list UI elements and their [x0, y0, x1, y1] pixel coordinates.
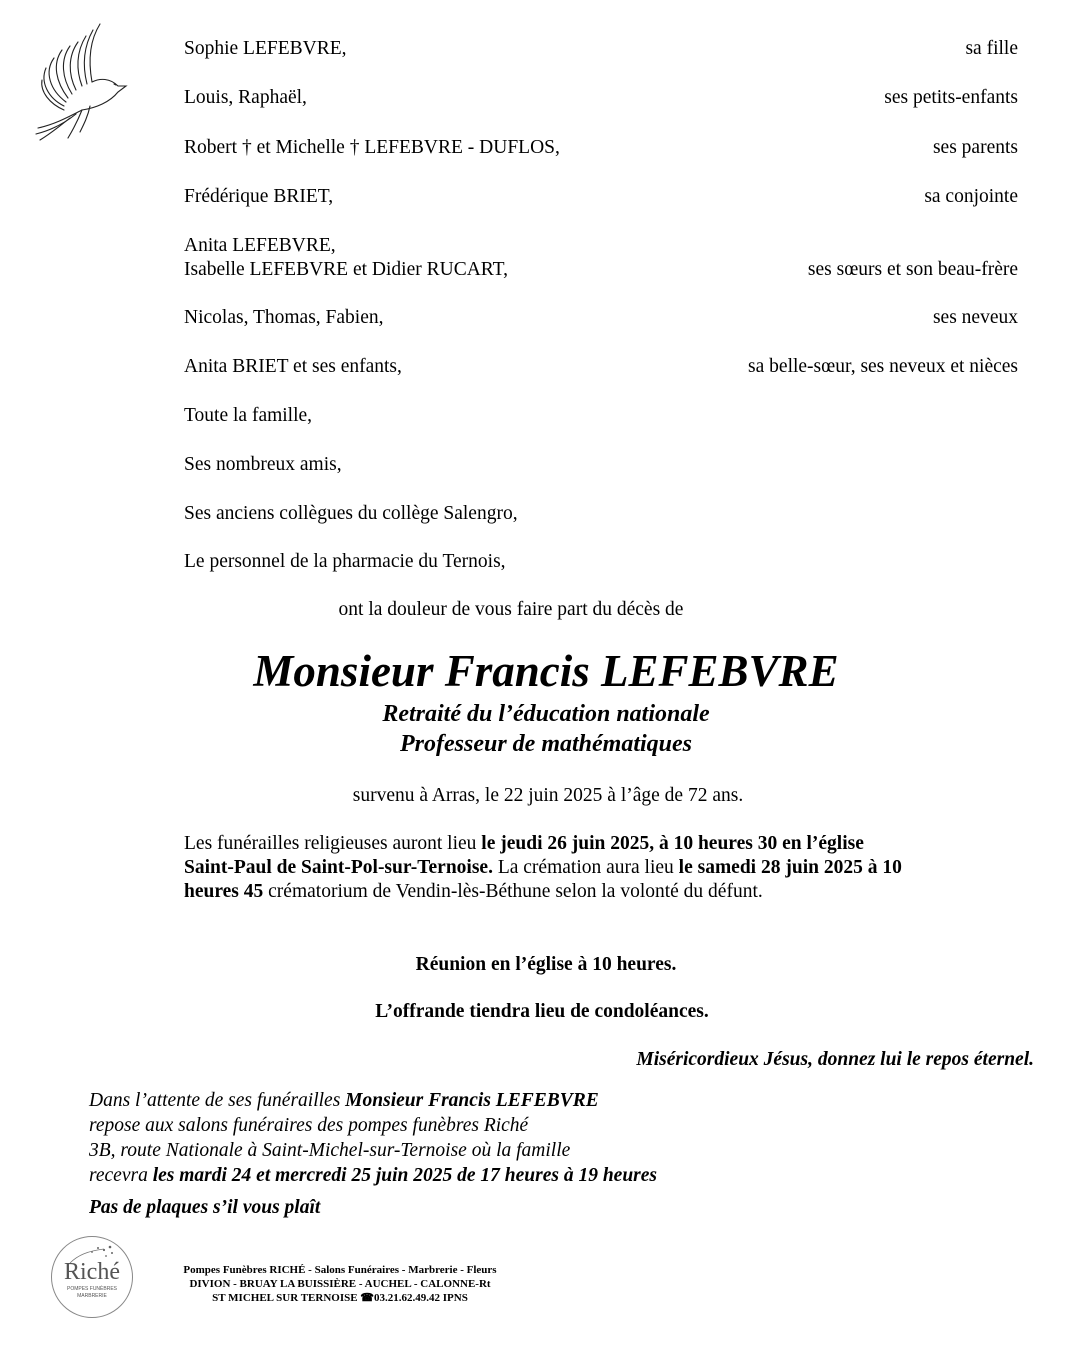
family-name: Robert † et Michelle † LEFEBVRE - DUFLOS, — [184, 137, 560, 158]
family-name: Frédérique BRIET, — [184, 186, 334, 207]
waiting-notice — [89, 1088, 849, 1188]
waiting-text: 3B, route Nationale à Saint-Michel-sur-Ternoise où la famille — [89, 1140, 571, 1161]
family-name: Sophie LEFEBVRE, — [184, 38, 347, 59]
funeral-text: La crémation aura lieu — [492, 857, 679, 878]
offrande-line: L’offrande tiendra lieu de condoléances. — [375, 1001, 709, 1022]
family-relation: ses sœurs et son beau-frère — [807, 259, 1018, 280]
family-relation: sa conjointe — [924, 186, 1018, 207]
family-name: Anita BRIET et ses enfants, — [184, 356, 402, 377]
reunion-line: Réunion en l’église à 10 heures. — [415, 954, 677, 975]
family-relation: ses parents — [932, 137, 1018, 158]
deceased-title-1: Retraité du l’éducation nationale — [382, 701, 710, 727]
family-relation: sa fille — [965, 38, 1018, 59]
waiting-dates: les mardi 24 et mercredi 25 juin 2025 de 17 heures à 19 heures — [152, 1165, 657, 1186]
logo-name: Riché — [64, 1259, 120, 1285]
family-name: Louis, Raphaël, — [184, 87, 307, 108]
waiting-text: recevra — [89, 1165, 153, 1186]
family-relation: sa belle-sœur, ses neveux et nièces — [748, 356, 1018, 377]
family-name: Toute la famille, — [184, 405, 313, 426]
family-name: Ses anciens collègues du collège Salengro, — [184, 503, 518, 524]
funeral-notice — [184, 832, 904, 904]
announce-line: ont la douleur de vous faire part du décès de — [338, 599, 684, 620]
family-name: Ses nombreux amis, — [184, 454, 342, 475]
family-name: Le personnel de la pharmacie du Ternois, — [184, 551, 506, 572]
waiting-name: Monsieur Francis LEFEBVRE — [345, 1090, 599, 1111]
death-line: survenu à Arras, le 22 juin 2025 à l’âge de 72 ans. — [352, 785, 744, 806]
prayer-line: Miséricordieux Jésus, donnez lui le repos éternel. — [636, 1049, 1034, 1070]
waiting-text: repose aux salons funéraires des pompes funèbres Riché — [89, 1115, 529, 1136]
waiting-text: Dans l’attente de ses funérailles — [89, 1090, 346, 1111]
family-name: Anita LEFEBVRE, — [184, 235, 336, 256]
logo-sub-2: MARBRERIE — [77, 1293, 107, 1299]
dove-icon — [30, 20, 130, 152]
family-name: Nicolas, Thomas, Fabien, — [184, 307, 384, 328]
footer-info — [150, 1263, 530, 1305]
footer-line-3: ST MICHEL SUR TERNOISE ☎03.21.62.49.42 IPNS — [212, 1292, 468, 1304]
funeral-text: crématorium de Vendin-lès-Béthune selon la volonté du défunt. — [263, 881, 763, 902]
funeral-text: Les funérailles religieuses auront lieu — [184, 833, 482, 854]
riche-logo — [51, 1236, 133, 1318]
funeral-cremation: le samedi 28 juin 2025 à 10 heures 45 — [184, 857, 902, 902]
funeral-ceremony: le jeudi 26 juin 2025, à 10 heures 30 en l’église Saint-Paul de Saint-Pol-sur-Ternoise. — [184, 833, 864, 878]
family-relation: ses petits-enfants — [884, 87, 1018, 108]
family-name: Isabelle LEFEBVRE et Didier RUCART, — [184, 259, 508, 280]
footer-line-2: DIVION - BRUAY LA BUISSIÈRE - AUCHEL - CALONNE-Rt — [189, 1278, 491, 1290]
no-plaques-line: Pas de plaques s’il vous plaît — [89, 1197, 321, 1218]
logo-sub-1: POMPES FUNÈBRES — [66, 1286, 117, 1292]
family-relation: ses neveux — [932, 307, 1018, 328]
deceased-title-2: Professeur de mathématiques — [400, 731, 692, 757]
footer-line-1: Pompes Funèbres RICHÉ - Salons Funéraires - Marbrerie - Fleurs — [183, 1264, 497, 1276]
deceased-name: Monsieur Francis LEFEBVRE — [253, 646, 839, 696]
